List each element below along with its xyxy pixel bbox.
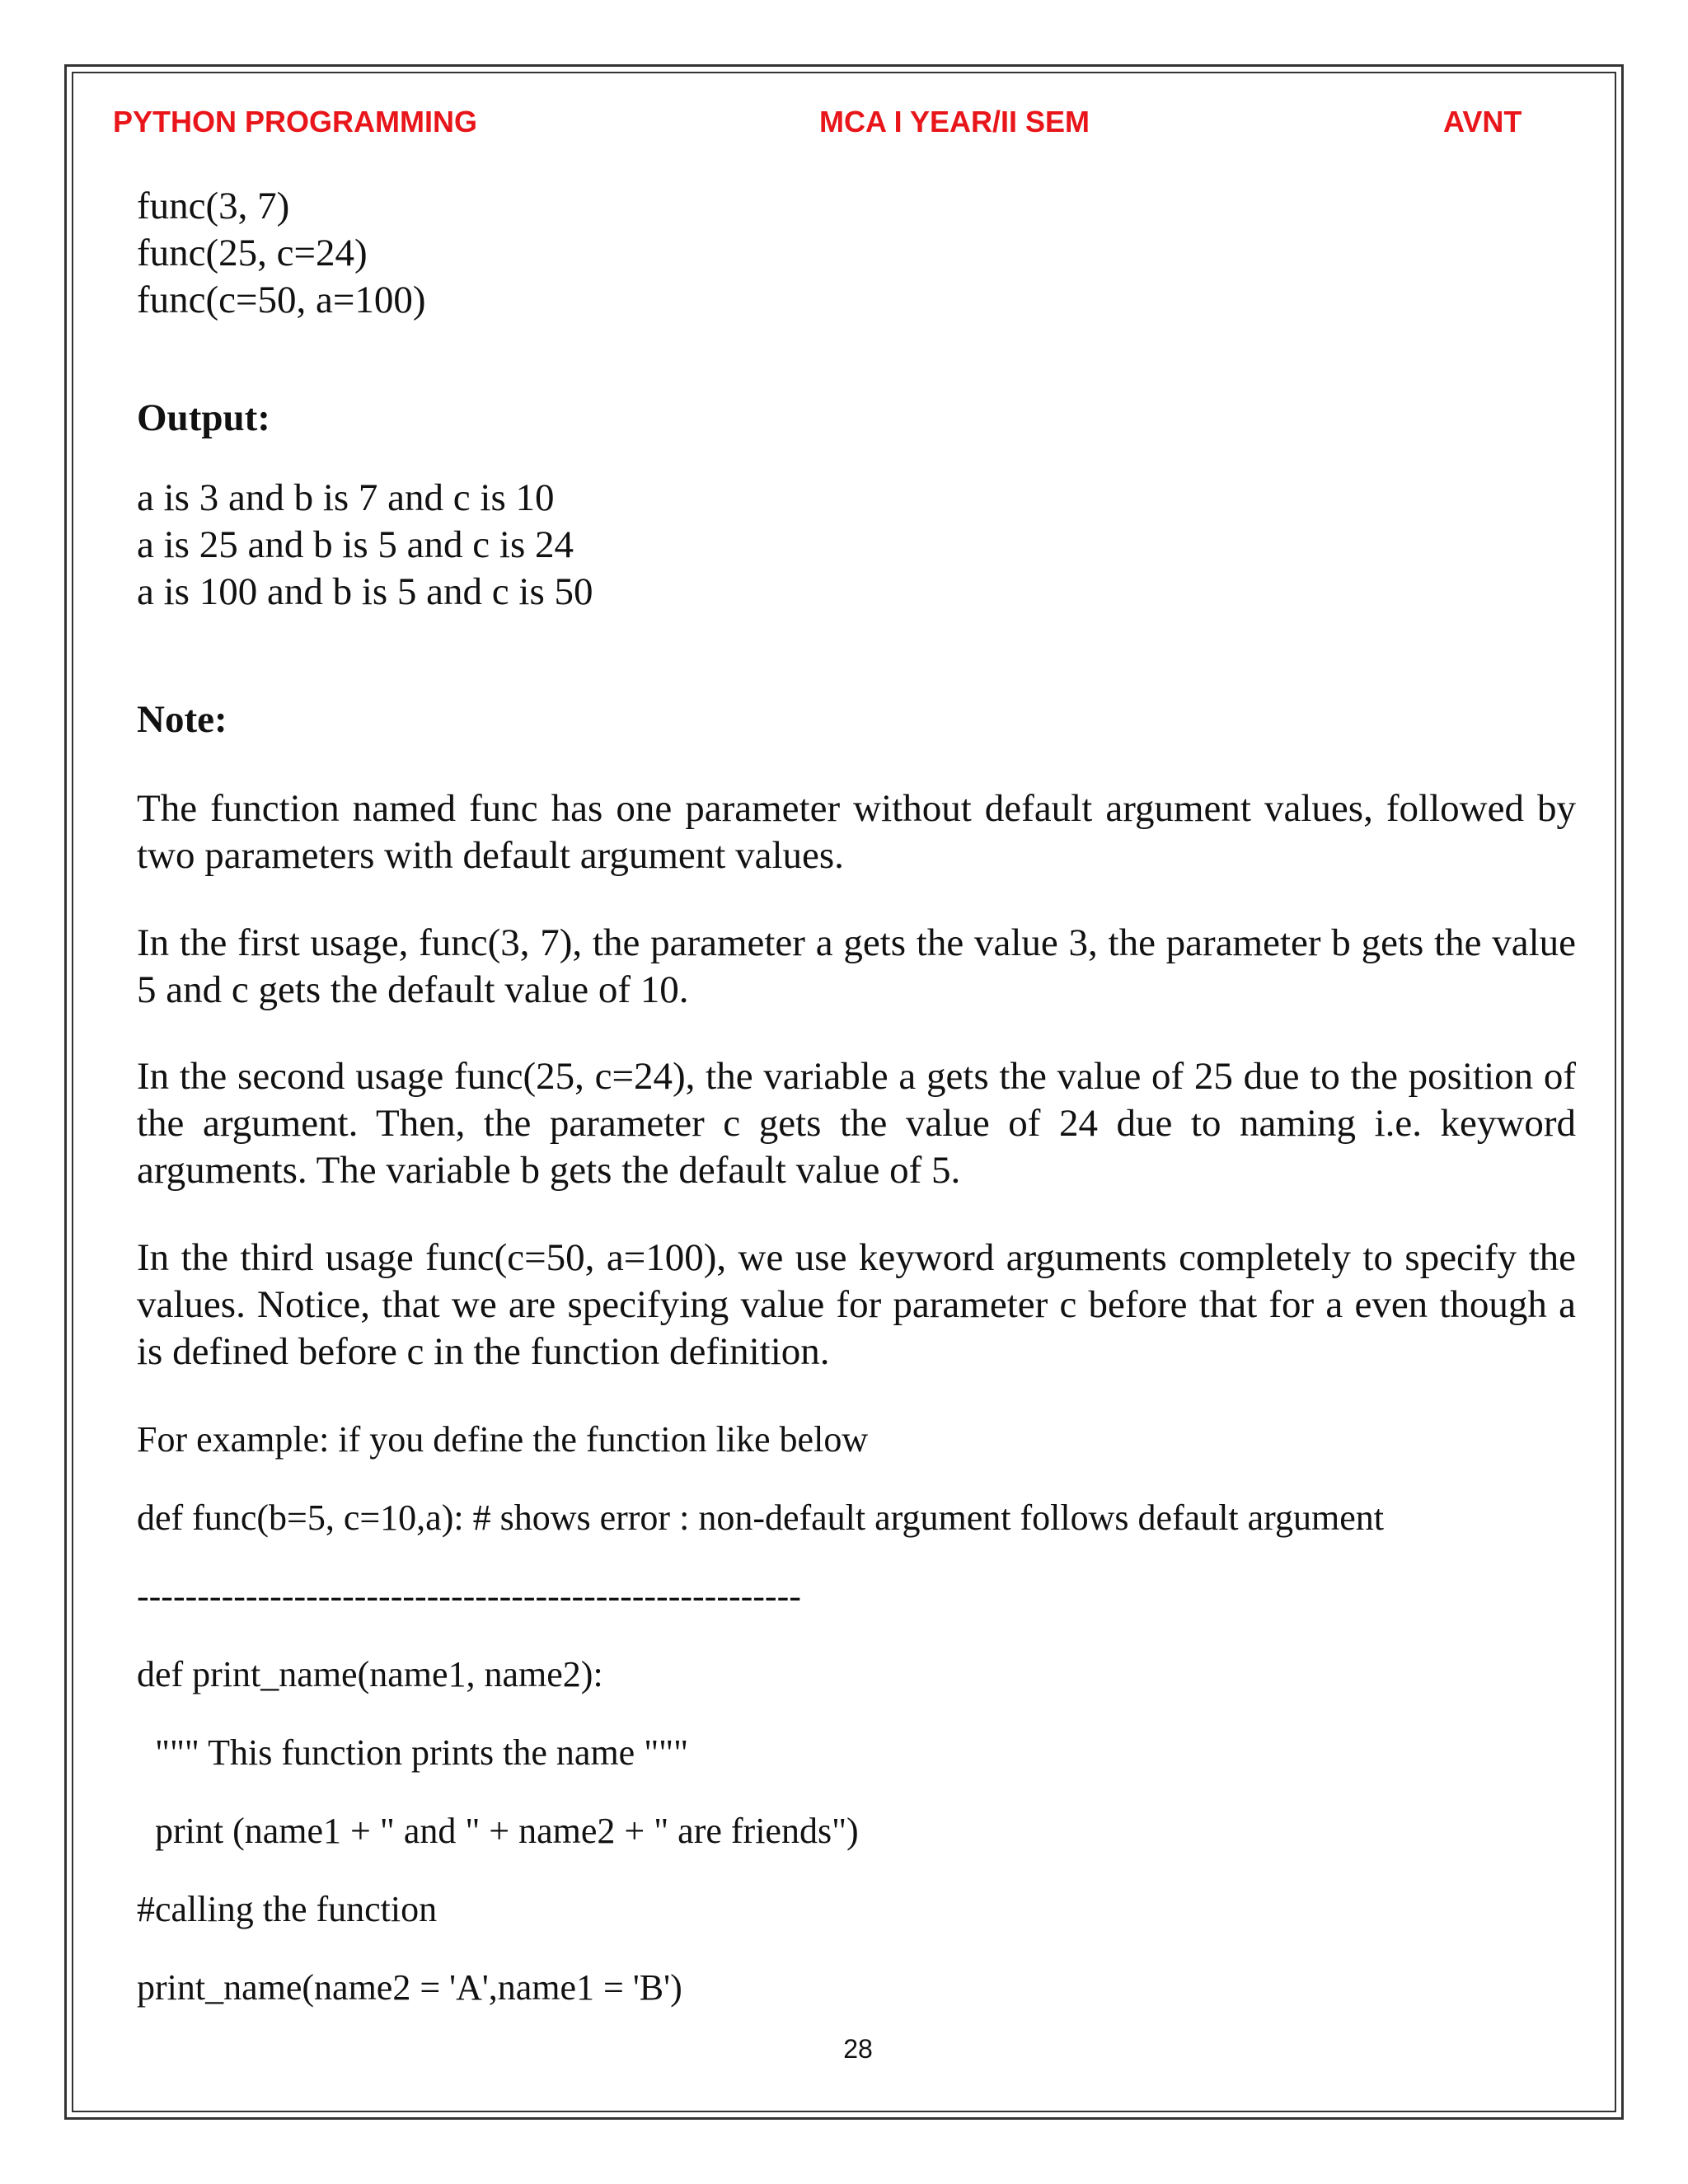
code-line: func(3, 7): [137, 185, 290, 227]
note-paragraph-2-block: [137, 920, 1576, 1014]
code-print-block: [137, 1807, 1576, 1854]
separator-line: -------------------------------------------------------: [137, 1576, 801, 1616]
example-intro: For example: if you define the function like below: [137, 1419, 869, 1460]
note-paragraph: In the second usage func(25, c=24), the variable a gets the value of 25 due to the position of the argument. Then, the parameter c gets the value of 24 due to naming i.e. keyword arguments. The variable b gets the default value of 5.: [137, 1055, 1576, 1192]
note-paragraph-3-block: [137, 1053, 1576, 1194]
example-intro-block: [137, 1416, 1576, 1463]
note-paragraph: In the first usage, func(3, 7), the parameter a gets the value 3, the parameter b gets the value 5 and c gets the default value of 10.: [137, 921, 1576, 1011]
code-docstring-line: """ This function prints the name """: [155, 1732, 689, 1773]
header-institution: AVNT: [1443, 105, 1522, 138]
code-comment-line: #calling the function: [137, 1889, 438, 1929]
code-line: func(25, c=24): [137, 232, 368, 274]
note-heading-block: [137, 696, 1576, 743]
example-error-line: def func(b=5, c=10,a): # shows error : non-default argument follows default argument: [137, 1497, 1385, 1538]
note-paragraph-4-block: [137, 1235, 1576, 1376]
output-line: a is 100 and b is 5 and c is 50: [137, 570, 593, 613]
code-call-line: print_name(name2 = 'A',name1 = 'B'): [137, 1967, 682, 2008]
code-line: func(c=50, a=100): [137, 279, 426, 321]
note-paragraph: In the third usage func(c=50, a=100), we use keyword arguments completely to specify the values. Notice, that we are specifying value for parameter c before that for a even though a is defined before c in the function definition.: [137, 1236, 1576, 1373]
output-block: [137, 475, 1576, 616]
header-year-semester: MCA I YEAR/II SEM: [819, 105, 1090, 138]
code-print-line: print (name1 + " and " + name2 + " are friends"): [155, 1811, 859, 1851]
example-error-block: [137, 1494, 1576, 1541]
note-paragraph-1-block: [137, 785, 1576, 879]
output-line: a is 25 and b is 5 and c is 24: [137, 523, 574, 566]
code-def-line: def print_name(name1, name2):: [137, 1654, 603, 1694]
code-comment-block: [137, 1886, 1576, 1933]
note-paragraph: The function named func has one parameter without default argument values, followed by two parameters with default argument values.: [137, 787, 1576, 877]
note-heading: Note:: [137, 698, 227, 741]
code-call-block: [137, 1964, 1576, 2011]
output-heading: Output:: [137, 396, 270, 439]
code-calls-block: [137, 183, 1576, 324]
page-number: 28: [843, 2034, 873, 2064]
code-def-block: [137, 1651, 1576, 1698]
header-course-title: PYTHON PROGRAMMING: [113, 105, 478, 138]
code-docstring-block: [137, 1729, 1576, 1776]
output-line: a is 3 and b is 7 and c is 10: [137, 476, 555, 519]
separator-block: [137, 1572, 1576, 1619]
output-heading-block: [137, 395, 1576, 442]
